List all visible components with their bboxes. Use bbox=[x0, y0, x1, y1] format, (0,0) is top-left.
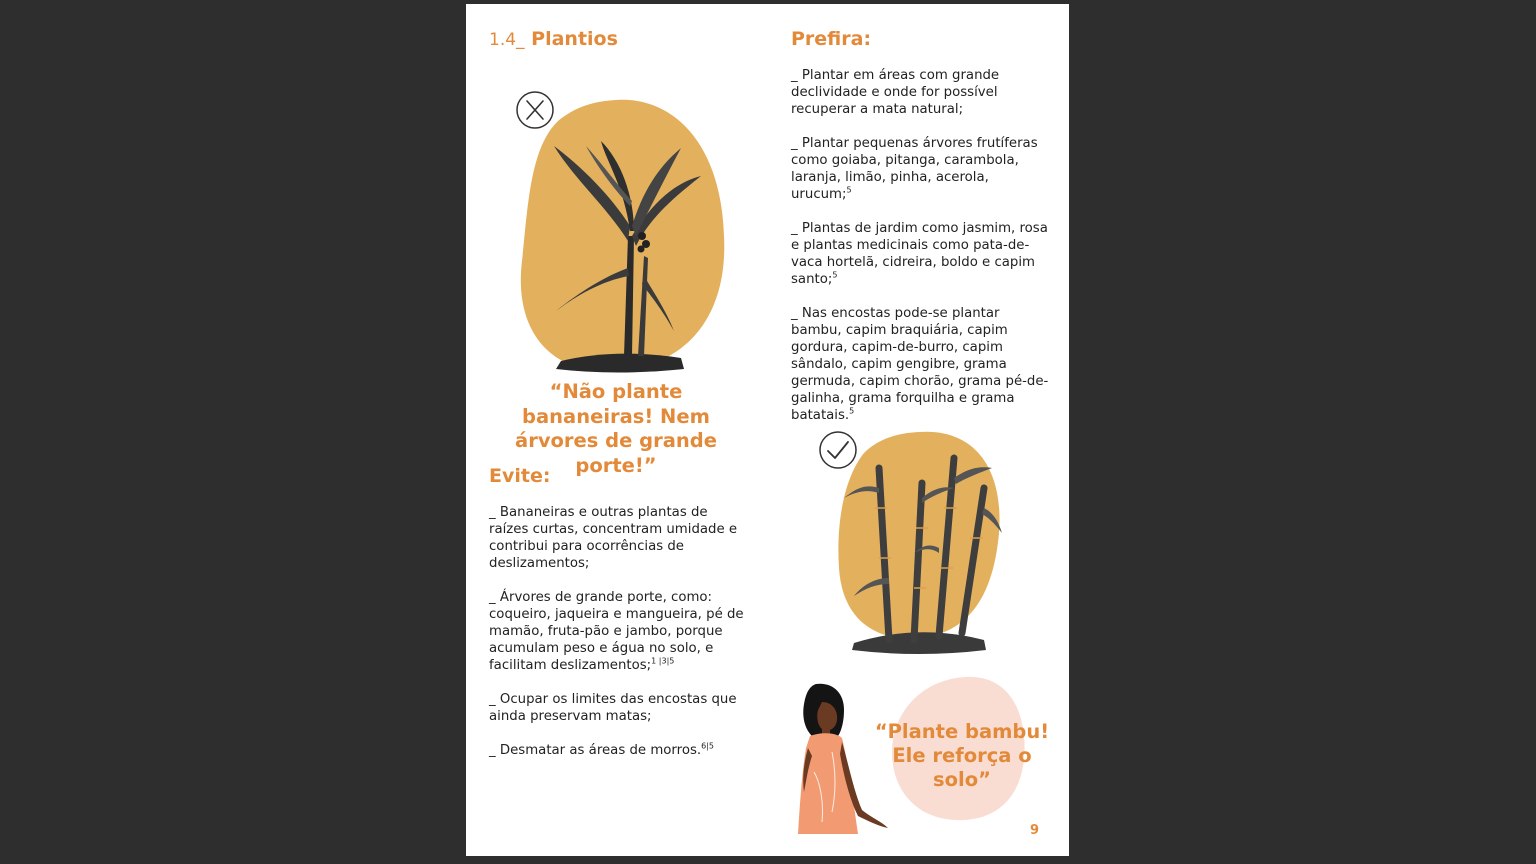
avoid-item: _ Desmatar as áreas de morros.$^{6|5}$ bbox=[489, 741, 714, 758]
prefer-list bbox=[791, 67, 1049, 441]
yellow-blob bbox=[521, 100, 724, 371]
prefer-item: _ Plantar em áreas com grande declividade e onde for possível recuperar a mata natural; bbox=[791, 68, 1000, 117]
section-title bbox=[489, 28, 618, 50]
avoid-item: _ Árvores de grande porte, como: coqueiro, jaqueira e mangueira, pé de mamão, fruta-pão e jambo, porque acumulam peso e água no solo, e facilitam deslizamentos;$^{1 |3|5}$ bbox=[489, 590, 744, 673]
prefer-item: _ Plantas de jardim como jasmim, rosa e plantas medicinais como pata-de-vaca hortelã, cidreira, boldo e capim santo;$^5$ bbox=[791, 221, 1048, 287]
avoid-item: _ Bananeiras e outras plantas de raízes curtas, concentram umidade e contribui para ocorrências de deslizamentos; bbox=[489, 505, 738, 571]
prefer-heading: Prefira: bbox=[791, 28, 872, 50]
avoid-item: _ Ocupar os limites das encostas que ainda preservam matas; bbox=[489, 692, 737, 724]
avoid-heading: Evite: bbox=[489, 465, 551, 487]
plant-bamboo-quote: “Plante bambu! Ele reforça o solo” bbox=[874, 720, 1050, 791]
section-number: 1.4_ bbox=[489, 30, 525, 50]
check-circle-icon bbox=[818, 430, 858, 470]
prefer-item: _ Plantar pequenas árvores frutíferas como goiaba, pitanga, carambola, laranja, limão, pinha, acerola, urucum;$^5$ bbox=[791, 136, 1038, 202]
prefer-item: _ Nas encostas pode-se plantar bambu, capim braquiária, capim gordura, capim-de-burro, capim sândalo, capim gengibre, grama germuda, capim chorão, grama pé-de-galinha, grama forquilha e grama batatais.$^5$ bbox=[791, 306, 1049, 423]
dont-plant-quote: “Não plante bananeiras! Nem árvores de grande porte!” bbox=[515, 380, 717, 477]
page-number: 9 bbox=[1030, 823, 1040, 838]
avoid-list bbox=[489, 504, 744, 776]
bamboo-illustration bbox=[834, 428, 1004, 658]
document-page bbox=[466, 4, 1069, 856]
x-circle-icon bbox=[515, 90, 555, 130]
section-title-text: Plantios bbox=[531, 28, 618, 50]
